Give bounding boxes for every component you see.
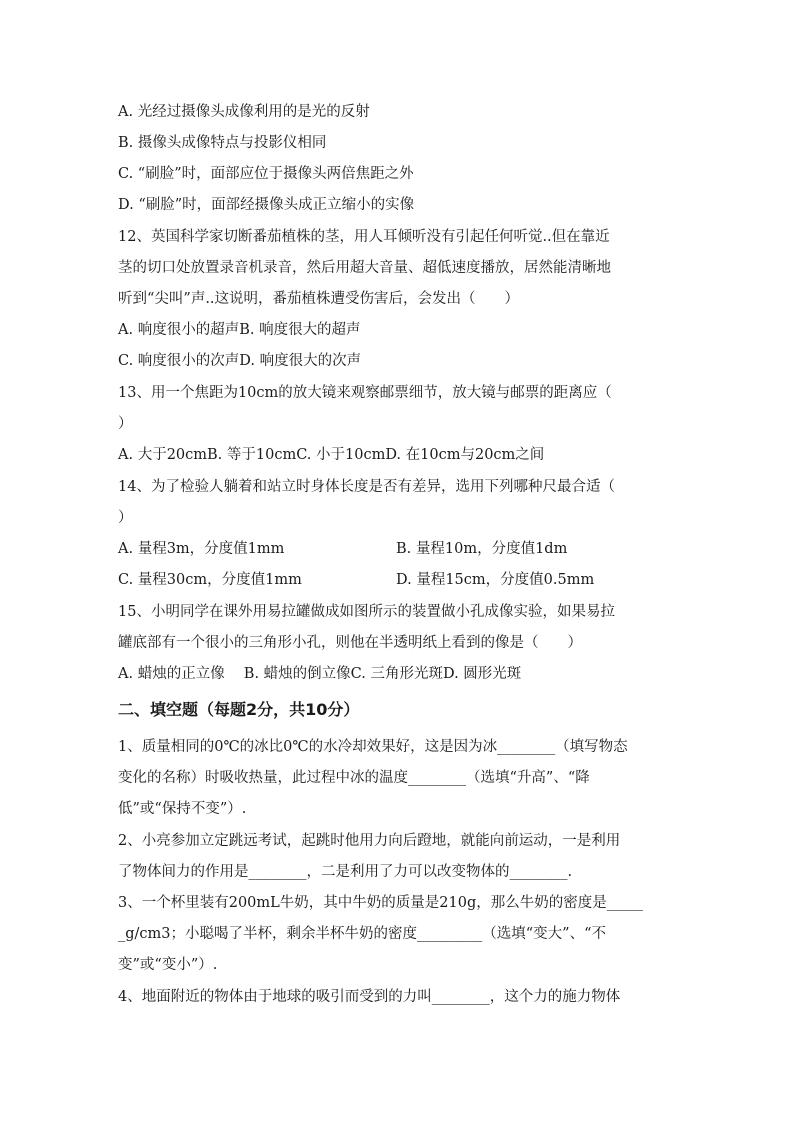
question-14-option-c: C. 量程30cm，分度值1mm (118, 572, 302, 588)
fill-1-line-1: 1、质量相同的0℃的冰比0℃的水冷却效果好，这是因为冰________（填写物态 (118, 739, 628, 755)
question-14-line-1: 14、为了检验人躺着和站立时身体长度是否有差异，选用下列哪种尺最合适（ (118, 479, 615, 495)
question-15-options: A. 蜡烛的正立像 B. 蜡烛的倒立像C. 三角形光斑D. 圆形光斑 (118, 666, 522, 682)
option-c-q11: C. “刷脸”时，面部应位于摄像头两倍焦距之外 (118, 166, 414, 182)
question-12-line-2: 茎的切口处放置录音机录音，然后用超大音量、超低速度播放，居然能清晰地 (118, 260, 611, 276)
fill-1-line-2: 变化的名称）时吸收热量，此过程中冰的温度________（选填“升高”、“降 (118, 770, 590, 786)
question-12-options-cd: C. 响度很小的次声D. 响度很大的次声 (118, 353, 362, 369)
question-12-options-ab: A. 响度很小的超声B. 响度很大的超声 (118, 322, 361, 338)
section-heading-fill-in: 二、填空题（每题2分，共10分） (118, 700, 360, 719)
fill-3-line-3: 变”或“变小”）. (118, 957, 218, 973)
fill-1-line-3: 低”或“保持不变”）. (118, 801, 247, 817)
question-13-line-1: 13、用一个焦距为10cm的放大镜来观察邮票细节，放大镜与邮票的距离应（ (118, 385, 612, 401)
question-15-line-1: 15、小明同学在课外用易拉罐做成如图所示的装置做小孔成像实验，如果易拉 (118, 604, 615, 620)
question-14-option-d: D. 量程15cm，分度值0.5mm (396, 572, 595, 588)
fill-3-line-1: 3、一个杯里装有200mL牛奶，其中牛奶的质量是210g，那么牛奶的密度是_____ (118, 895, 643, 911)
fill-2-line-2: 了物体间力的作用是________，二是利用了力可以改变物体的________. (118, 864, 573, 880)
question-13-line-2: ） (118, 416, 133, 432)
question-14-option-a: A. 量程3m，分度值1mm (118, 541, 285, 557)
question-14-option-b: B. 量程10m，分度值1dm (396, 541, 568, 557)
fill-2-line-1: 2、小亮参加立定跳远考试，起跳时他用力向后蹬地，就能向前运动，一是利用 (118, 833, 621, 849)
question-12-line-1: 12、英国科学家切断番茄植株的茎，用人耳倾听没有引起任何听觉..但在靠近 (118, 229, 610, 245)
option-d-q11: D. “刷脸”时，面部经摄像头成正立缩小的实像 (118, 197, 415, 213)
option-b-q11: B. 摄像头成像特点与投影仪相同 (118, 135, 327, 151)
option-a-q11: A. 光经过摄像头成像利用的是光的反射 (118, 104, 370, 120)
fill-3-line-2: _g/cm3；小聪喝了半杯，剩余半杯牛奶的密度_________（选填“变大”、“不 (118, 926, 606, 942)
question-14-line-2: ） (118, 510, 133, 526)
question-15-line-2: 罐底部有一个很小的三角形小孔，则他在半透明纸上看到的像是（ ） (118, 635, 582, 651)
question-12-line-3: 听到“尖叫”声..这说明，番茄植株遭受伤害后，会发出（ ） (118, 291, 520, 307)
question-13-options: A. 大于20cmB. 等于10cmC. 小于10cmD. 在10cm与20cm之间 (118, 447, 545, 463)
fill-4-line-1: 4、地面附近的物体由于地球的吸引而受到的力叫________，这个力的施力物体 (118, 989, 621, 1005)
